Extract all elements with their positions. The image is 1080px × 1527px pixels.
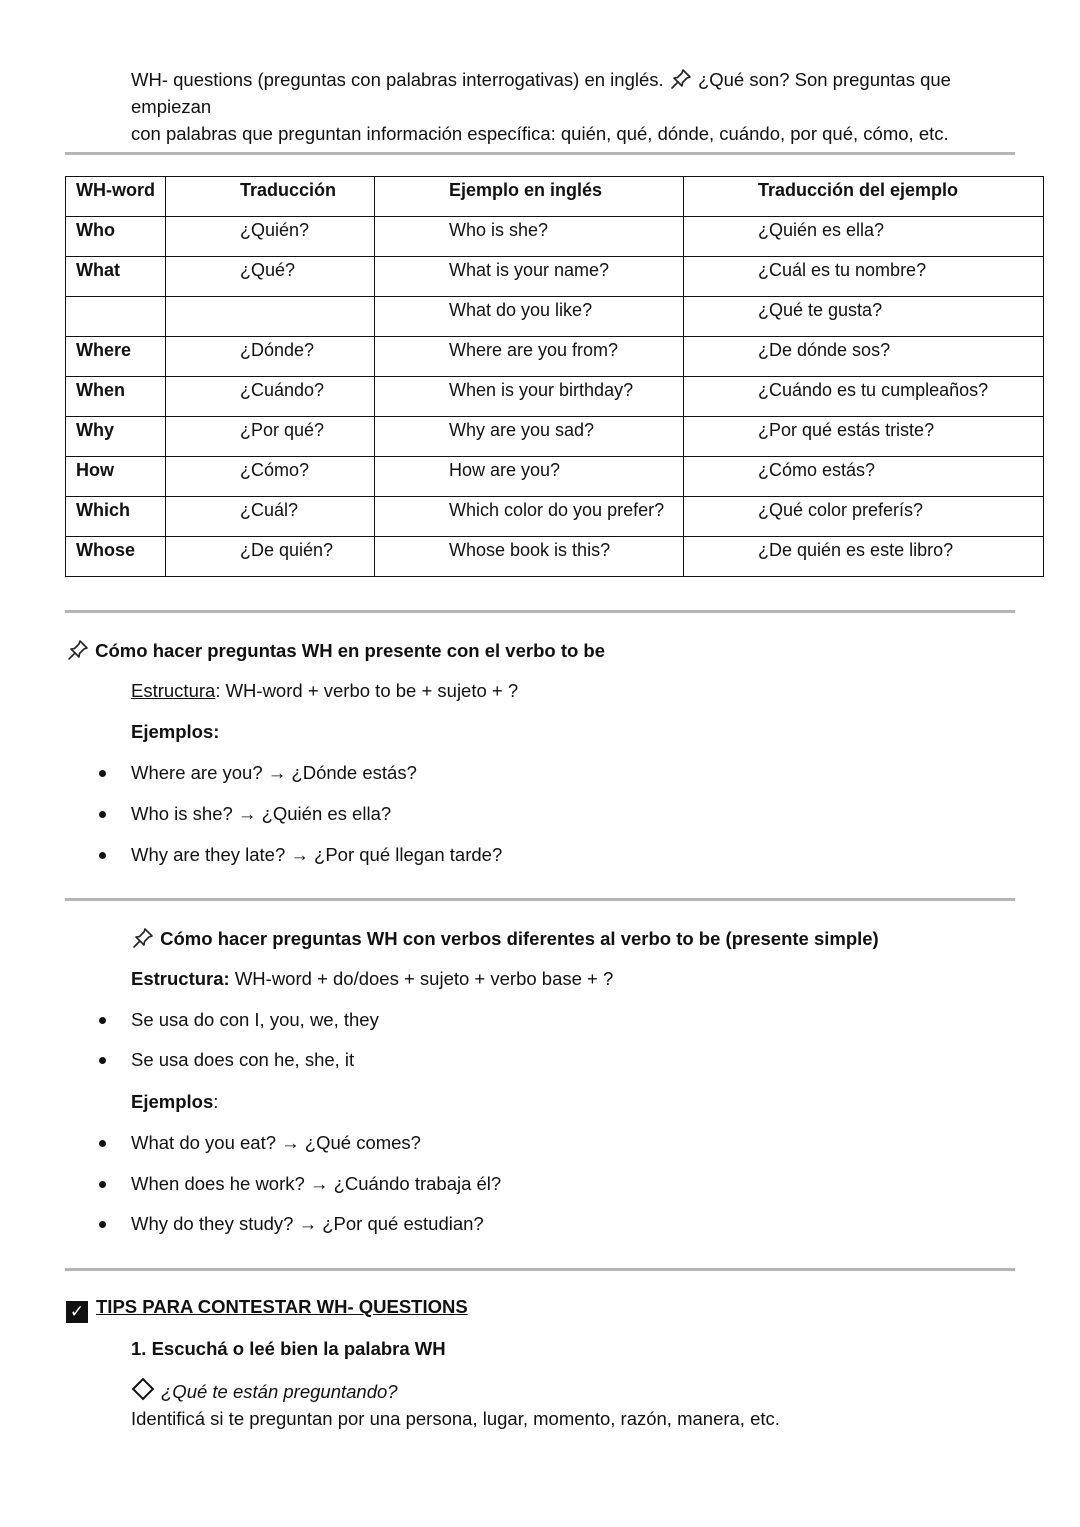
structure-text: : WH-word + verbo to be + sujeto + ? <box>215 680 519 701</box>
cell-translation: ¿Cuándo? <box>166 377 375 417</box>
list-item: Why are they late? → ¿Por qué llegan tarde? <box>131 844 503 865</box>
bullet <box>99 1057 106 1064</box>
table-row <box>66 217 1044 257</box>
divider <box>65 152 1015 155</box>
table-row <box>66 457 1044 497</box>
bullet <box>99 811 106 818</box>
cell-translation <box>166 297 375 337</box>
table-header-row <box>66 177 1044 217</box>
tip-1-title: 1. Escuchá o leé bien la palabra WH <box>131 1338 446 1359</box>
table-row <box>66 417 1044 457</box>
cell-wh-word: Which <box>66 497 166 537</box>
cell-wh-word <box>66 297 166 337</box>
examples-colon: : <box>213 1091 219 1112</box>
cell-translation: ¿De quién? <box>166 537 375 577</box>
table-row <box>66 537 1044 577</box>
cell-example: What do you like? <box>375 297 684 337</box>
bullet <box>99 852 106 859</box>
divider <box>65 610 1015 613</box>
intro-text-2: ¿Qué son? Son preguntas que empiezan <box>131 69 951 117</box>
list-item: Where are you? → ¿Dónde estás? <box>131 762 417 783</box>
bullet <box>99 1181 106 1188</box>
examples-label: Ejemplos <box>131 1091 214 1112</box>
cell-example: What is your name? <box>375 257 684 297</box>
header-example: Ejemplo en inglés <box>375 177 684 217</box>
tips-title: TIPS PARA CONTESTAR WH- QUESTIONS <box>96 1296 468 1317</box>
divider <box>65 898 1015 901</box>
cell-example: When is your birthday? <box>375 377 684 417</box>
divider <box>65 1268 1015 1271</box>
section-2-title: Cómo hacer preguntas WH con verbos diferentes al verbo to be (presente simple) <box>160 928 879 949</box>
list-item: Who is she? → ¿Quién es ella? <box>131 803 392 824</box>
table-row <box>66 337 1044 377</box>
cell-wh-word: Where <box>66 337 166 377</box>
header-example-translation: Traducción del ejemplo <box>684 177 1044 217</box>
cell-example-translation: ¿De dónde sos? <box>684 337 1044 377</box>
list-item: Se usa do con I, you, we, they <box>131 1009 379 1030</box>
tip-1-text: Identificá si te preguntan por una persona, lugar, momento, razón, manera, etc. <box>131 1408 780 1429</box>
intro-line-2: con palabras que preguntan información específica: quién, qué, dónde, cuándo, por qué, cómo, etc. <box>131 123 949 144</box>
section-1-structure <box>131 680 518 702</box>
tip-1-question: ¿Qué te están preguntando? <box>161 1381 398 1402</box>
cell-example-translation: ¿Por qué estás triste? <box>684 417 1044 457</box>
cell-example: Which color do you prefer? <box>375 497 684 537</box>
table-row <box>66 497 1044 537</box>
cell-wh-word: Whose <box>66 537 166 577</box>
cell-example-translation: ¿Qué color preferís? <box>684 497 1044 537</box>
cell-example-translation: ¿Qué te gusta? <box>684 297 1044 337</box>
cell-wh-word: Who <box>66 217 166 257</box>
cell-translation: ¿Por qué? <box>166 417 375 457</box>
table-row <box>66 377 1044 417</box>
list-item: Why do they study? → ¿Por qué estudian? <box>131 1213 484 1234</box>
cell-example-translation: ¿Cuándo es tu cumpleaños? <box>684 377 1044 417</box>
pushpin-icon <box>66 638 90 662</box>
bullet <box>99 1140 106 1147</box>
header-wh-word: WH-word <box>66 177 166 217</box>
cell-wh-word: How <box>66 457 166 497</box>
cell-example: How are you? <box>375 457 684 497</box>
check-mark-icon: ✓ <box>66 1301 88 1323</box>
bullet <box>99 1017 106 1024</box>
tip-1-question-line <box>131 1381 398 1403</box>
examples-label: Ejemplos: <box>131 721 220 742</box>
section-2-heading <box>131 926 879 950</box>
cell-wh-word: What <box>66 257 166 297</box>
cell-example-translation: ¿De quién es este libro? <box>684 537 1044 577</box>
cell-example: Why are you sad? <box>375 417 684 457</box>
list-item: Se usa does con he, she, it <box>131 1049 355 1070</box>
structure-label: Estructura: <box>131 968 230 989</box>
table-row <box>66 257 1044 297</box>
cell-translation: ¿Cómo? <box>166 457 375 497</box>
wh-words-table <box>65 176 1044 577</box>
cell-translation: ¿Dónde? <box>166 337 375 377</box>
intro-paragraph <box>131 66 1031 147</box>
cell-translation: ¿Quién? <box>166 217 375 257</box>
cell-example-translation: ¿Quién es ella? <box>684 217 1044 257</box>
section-1-heading <box>66 638 605 662</box>
cell-example: Where are you from? <box>375 337 684 377</box>
pushpin-icon <box>131 926 155 950</box>
cell-translation: ¿Qué? <box>166 257 375 297</box>
cell-example: Whose book is this? <box>375 537 684 577</box>
cell-translation: ¿Cuál? <box>166 497 375 537</box>
table-row <box>66 297 1044 337</box>
cell-example: Who is she? <box>375 217 684 257</box>
section-2-structure <box>131 968 613 990</box>
examples-label-line <box>131 1091 218 1113</box>
intro-text-1: WH- questions (preguntas con palabras interrogativas) en inglés. <box>131 69 664 90</box>
list-item: What do you eat? → ¿Qué comes? <box>131 1132 421 1153</box>
cell-example-translation: ¿Cómo estás? <box>684 457 1044 497</box>
list-item: When does he work? → ¿Cuándo trabaja él? <box>131 1173 502 1194</box>
cell-wh-word: Why <box>66 417 166 457</box>
header-translation: Traducción <box>166 177 375 217</box>
cell-example-translation: ¿Cuál es tu nombre? <box>684 257 1044 297</box>
diamond-icon <box>132 1378 155 1401</box>
structure-label: Estructura <box>131 680 216 701</box>
pushpin-icon <box>669 67 693 91</box>
bullet <box>99 1221 106 1228</box>
bullet <box>99 770 106 777</box>
cell-wh-word: When <box>66 377 166 417</box>
section-1-title: Cómo hacer preguntas WH en presente con el verbo to be <box>95 640 606 661</box>
structure-text: WH-word + do/does + sujeto + verbo base + ? <box>229 968 614 989</box>
tips-heading <box>66 1296 468 1323</box>
